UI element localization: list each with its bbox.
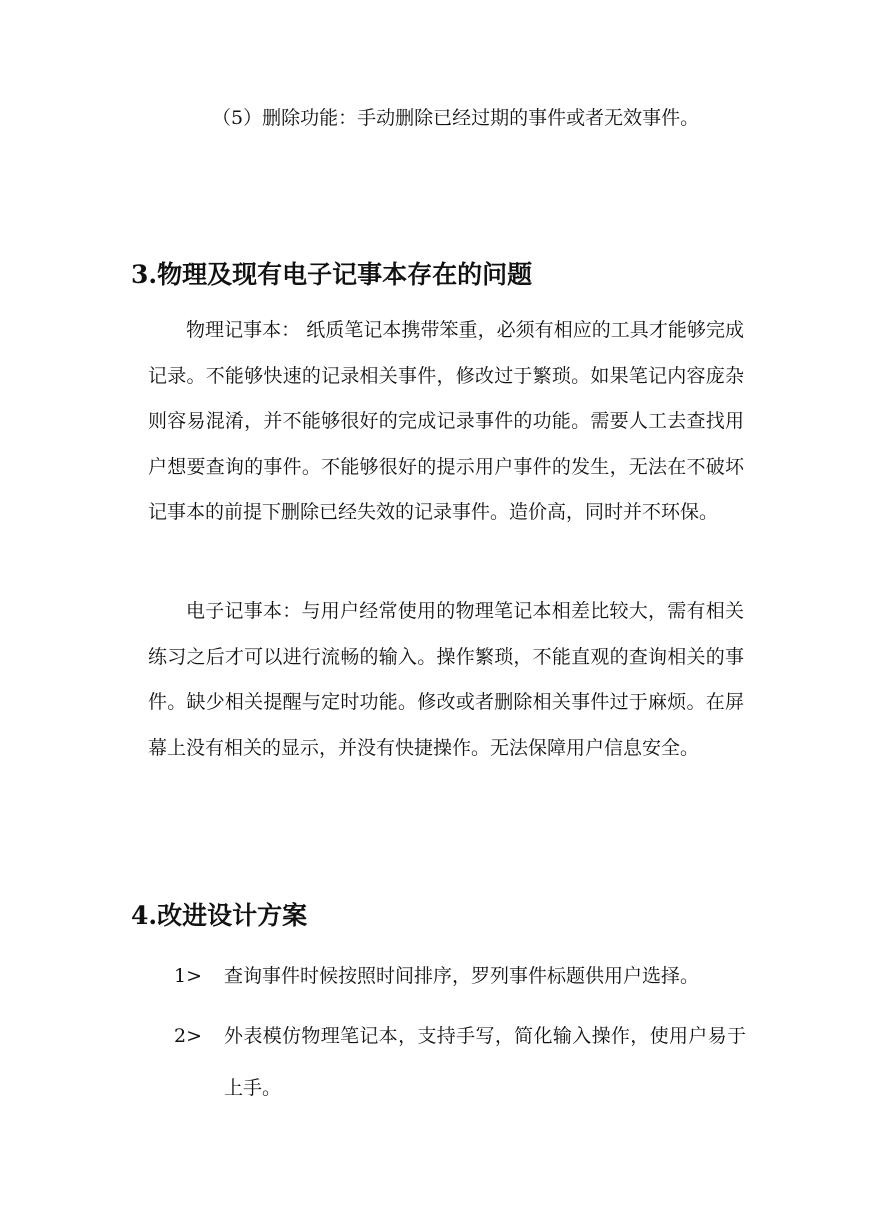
list-item-text: 查询事件时候按照时间排序，罗列事件标题供用户选择。	[224, 965, 700, 987]
list-item-text: 外表模仿物理笔记本，支持手写，简化输入操作，使用户易于上手。	[224, 1025, 746, 1099]
section-3-heading: 3.物理及现有电子记事本存在的问题	[131, 260, 533, 289]
section-3-paragraph-physical: 物理记事本： 纸质笔记本携带笨重，必须有相应的工具才能够完成记录。不能够快速的记录相关事件，修改过于繁琐。如果笔记内容庞杂则容易混淆，并不能够很好的完成记录事件的功能。需要人工去查找用户想要查询的事件。不能够很好的提示用户事件的发生，无法在不破坏记事本的前提下删除已经失效的记录事件。造价高，同时并不环保。	[148, 319, 744, 524]
list-item-number: 1>	[174, 965, 203, 987]
list-item-number: 2>	[174, 1025, 203, 1047]
section-4-heading: 4.改进设计方案	[131, 901, 308, 930]
intro-list-item: （5）删除功能：手动删除已经过期的事件或者无效事件。	[212, 107, 700, 129]
section-3-paragraph-electronic: 电子记事本：与用户经常使用的物理笔记本相差比较大，需有相关练习之后才可以进行流畅的输入。操作繁琐，不能直观的查询相关的事件。缺少相关提醒与定时功能。修改或者删除相关事件过于麻烦。在屏幕上没有相关的显示，并没有快捷操作。无法保障用户信息安全。	[148, 600, 744, 759]
